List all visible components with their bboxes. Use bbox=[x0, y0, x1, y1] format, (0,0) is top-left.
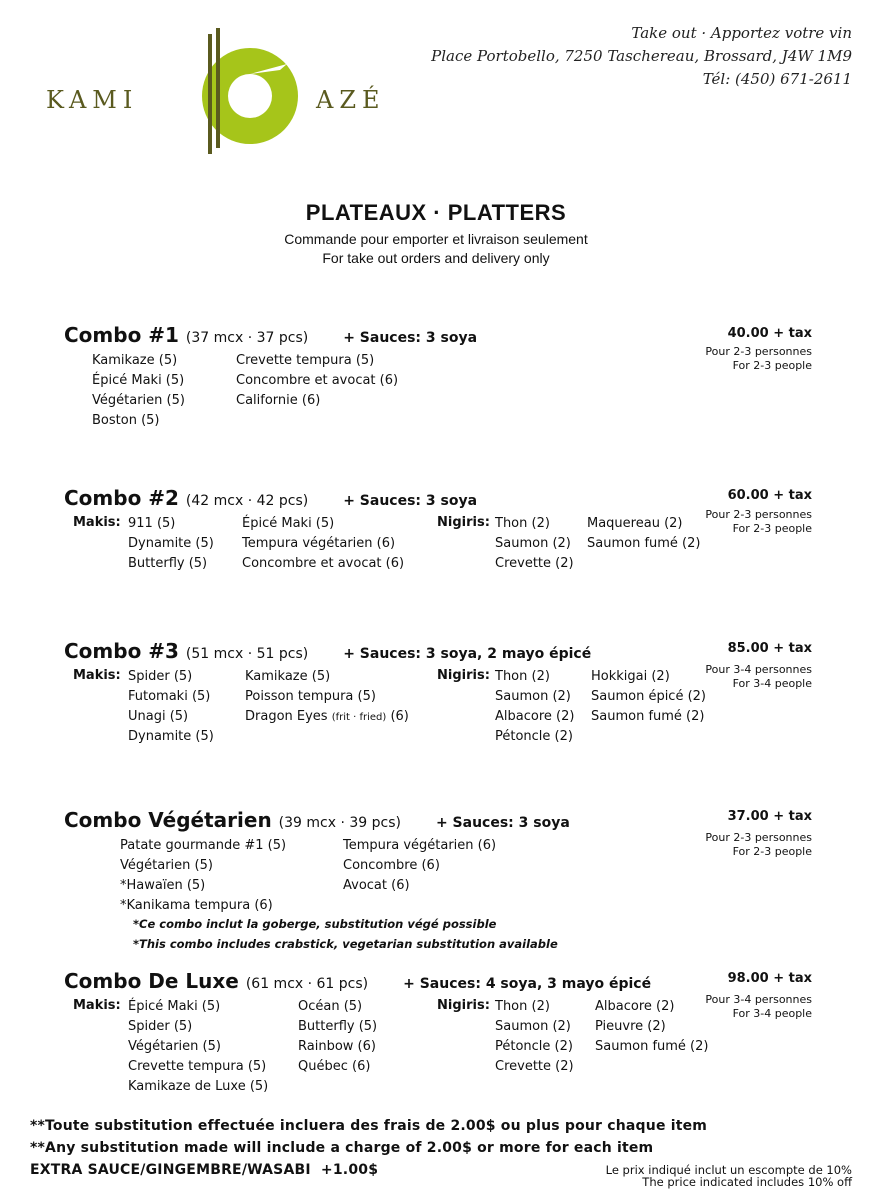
list-item: Pieuvre (2) bbox=[595, 1019, 666, 1034]
sauce-value: 4 soya, 3 mayo épicé bbox=[485, 976, 652, 992]
list-item: Butterfly (5) bbox=[128, 556, 208, 571]
list-item: Crevette (2) bbox=[495, 1059, 574, 1074]
combo-2-people bbox=[705, 508, 812, 536]
list-item: Végétarien (5) bbox=[120, 858, 213, 873]
list-item: Butterfly (5) bbox=[298, 1019, 378, 1034]
discount-note-fr: Le prix indiqué inclut un escompte de 10% bbox=[605, 1163, 852, 1177]
combo-deluxe-title bbox=[64, 969, 651, 993]
list-item: Crevette tempura (5) bbox=[236, 353, 375, 368]
list-item: Saumon fumé (2) bbox=[587, 536, 701, 551]
list-item: Océan (5) bbox=[298, 999, 363, 1014]
list-item: Épicé Maki (5) bbox=[242, 516, 335, 531]
list-item: *Hawaïen (5) bbox=[120, 878, 206, 893]
combo-3-price: 85.00 + tax bbox=[727, 641, 812, 656]
contact-info bbox=[431, 22, 852, 91]
people-en: For 2-3 people bbox=[732, 522, 812, 535]
list-item: Crevette tempura (5) bbox=[128, 1059, 267, 1074]
combo-2-makis-col1 bbox=[128, 514, 214, 574]
list-item: Épicé Maki (5) bbox=[128, 999, 221, 1014]
people-en: For 3-4 people bbox=[732, 677, 812, 690]
list-item: Hokkigai (2) bbox=[591, 669, 670, 684]
list-item: Saumon fumé (2) bbox=[595, 1039, 709, 1054]
discount-note-en: The price indicated includes 10% off bbox=[642, 1175, 852, 1189]
combo-3-people bbox=[705, 663, 812, 691]
logo-word-left: KAMI bbox=[46, 86, 139, 114]
combo-2-price: 60.00 + tax bbox=[727, 488, 812, 503]
page-title-block bbox=[0, 200, 872, 268]
combo-name: Combo #3 bbox=[64, 639, 179, 663]
nigiris-label: Nigiris: bbox=[437, 515, 490, 530]
combo-vegetarien-note-fr: *Ce combo inclut la goberge, substitution végé possible bbox=[133, 917, 497, 931]
combo-name: Combo #2 bbox=[64, 486, 179, 510]
list-item: Concombre et avocat (6) bbox=[242, 556, 405, 571]
combo-2-title bbox=[64, 486, 477, 510]
logo-circle-icon bbox=[192, 26, 302, 158]
list-item: Tempura végétarien (6) bbox=[343, 838, 497, 853]
list-item: Végétarien (5) bbox=[128, 1039, 221, 1054]
list-item: Pétoncle (2) bbox=[495, 729, 573, 744]
list-item: Kamikaze de Luxe (5) bbox=[128, 1079, 269, 1094]
combo-1-col2 bbox=[236, 351, 398, 411]
list-item: Saumon épicé (2) bbox=[591, 689, 707, 704]
combo-3-nigiris-col2 bbox=[591, 667, 706, 727]
page-subtitle-fr: Commande pour emporter et livraison seulement bbox=[284, 231, 588, 247]
list-item: Albacore (2) bbox=[595, 999, 675, 1014]
list-item: Futomaki (5) bbox=[128, 689, 211, 704]
list-item: Saumon fumé (2) bbox=[591, 709, 705, 724]
page-subtitle-en: For take out orders and delivery only bbox=[322, 250, 550, 266]
combo-deluxe-price: 98.00 + tax bbox=[727, 971, 812, 986]
combo-count: (42 mcx · 42 pcs) bbox=[185, 493, 309, 509]
sauce-label: + Sauces: bbox=[343, 493, 422, 509]
list-item: Saumon (2) bbox=[495, 1019, 571, 1034]
list-item: Concombre et avocat (6) bbox=[236, 373, 399, 388]
combo-vegetarien-people bbox=[705, 831, 812, 859]
list-item: Pétoncle (2) bbox=[495, 1039, 573, 1054]
people-en: For 2-3 people bbox=[732, 359, 812, 372]
people-fr: Pour 2-3 personnes bbox=[705, 345, 812, 358]
people-en: For 2-3 people bbox=[732, 845, 812, 858]
list-item: Avocat (6) bbox=[343, 878, 410, 893]
sauce-value: 3 soya bbox=[518, 815, 570, 831]
substitution-note-en: **Any substitution made will include a charge of 2.00$ or more for each item bbox=[30, 1140, 654, 1156]
combo-3-makis-col1 bbox=[128, 667, 214, 747]
contact-line-phone: Tél: (450) 671-2611 bbox=[702, 70, 852, 88]
list-item: Unagi (5) bbox=[128, 709, 189, 724]
combo-deluxe-makis-col1 bbox=[128, 997, 268, 1097]
list-item: Maquereau (2) bbox=[587, 516, 683, 531]
combo-name: Combo #1 bbox=[64, 323, 179, 347]
nigiris-label: Nigiris: bbox=[437, 668, 490, 683]
combo-vegetarien-note-en: *This combo includes crabstick, vegetarian substitution available bbox=[133, 937, 558, 951]
combo-3-makis-col2 bbox=[245, 667, 409, 728]
list-item: *Kanikama tempura (6) bbox=[120, 898, 273, 913]
sauce-label: + Sauces: bbox=[403, 976, 481, 992]
sauce-value: 3 soya bbox=[425, 493, 478, 509]
list-item: Crevette (2) bbox=[495, 556, 574, 571]
combo-deluxe-nigiris-col2 bbox=[595, 997, 708, 1057]
list-item: Californie (6) bbox=[236, 393, 321, 408]
people-en: For 3-4 people bbox=[732, 1007, 812, 1020]
nigiris-label: Nigiris: bbox=[437, 998, 490, 1013]
page-title: PLATEAUX · PLATTERS bbox=[305, 200, 567, 225]
combo-deluxe-nigiris-col1 bbox=[495, 997, 574, 1077]
combo-count: (39 mcx · 39 pcs) bbox=[278, 815, 401, 831]
combo-deluxe-people bbox=[705, 993, 812, 1021]
list-item: Tempura végétarien (6) bbox=[242, 536, 396, 551]
list-item: Thon (2) bbox=[495, 669, 550, 684]
list-item: Spider (5) bbox=[128, 1019, 193, 1034]
people-fr: Pour 3-4 personnes bbox=[705, 993, 812, 1006]
combo-name: Combo Végétarien bbox=[64, 808, 272, 832]
combo-vegetarien-price: 37.00 + tax bbox=[727, 809, 812, 824]
extra-charge-note: EXTRA SAUCE/GINGEMBRE/WASABI +1.00$ bbox=[30, 1162, 379, 1178]
list-item: Dynamite (5) bbox=[128, 729, 214, 744]
combo-2-makis-col2 bbox=[242, 514, 404, 574]
list-item: Saumon (2) bbox=[495, 536, 571, 551]
combo-count: (61 mcx · 61 pcs) bbox=[245, 976, 369, 992]
substitution-note-fr: **Toute substitution effectuée incluera des frais de 2.00$ ou plus pour chaque item bbox=[30, 1118, 708, 1134]
list-item: Québec (6) bbox=[298, 1059, 371, 1074]
makis-label: Makis: bbox=[73, 998, 121, 1013]
sauce-value: 3 soya, 2 mayo épicé bbox=[425, 646, 592, 662]
sauce-label: + Sauces: bbox=[343, 330, 422, 346]
list-item: Thon (2) bbox=[495, 999, 550, 1014]
makis-label: Makis: bbox=[73, 668, 121, 683]
list-item: Épicé Maki (5) bbox=[92, 373, 185, 388]
list-item: Boston (5) bbox=[92, 413, 160, 428]
makis-label: Makis: bbox=[73, 515, 121, 530]
sauce-label: + Sauces: bbox=[343, 646, 422, 662]
people-fr: Pour 2-3 personnes bbox=[705, 508, 812, 521]
item-note: (frit · fried) bbox=[331, 712, 387, 723]
combo-deluxe-makis-col2 bbox=[298, 997, 377, 1077]
people-fr: Pour 3-4 personnes bbox=[705, 663, 812, 676]
list-item: Rainbow (6) bbox=[298, 1039, 376, 1054]
logo bbox=[44, 26, 414, 161]
combo-1-price: 40.00 + tax bbox=[727, 326, 812, 341]
list-item: Poisson tempura (5) bbox=[245, 689, 376, 704]
sauce-label: + Sauces: bbox=[435, 815, 514, 831]
item-count: (6) bbox=[390, 709, 409, 724]
combo-name: Combo De Luxe bbox=[64, 969, 239, 993]
logo-word-right: AZÉ bbox=[316, 86, 386, 114]
list-item: Dynamite (5) bbox=[128, 536, 214, 551]
discount-note bbox=[606, 1164, 852, 1188]
combo-3-nigiris-col1 bbox=[495, 667, 574, 747]
contact-line-address: Place Portobello, 7250 Taschereau, Brossard, J4W 1M9 bbox=[431, 47, 852, 65]
combo-1-people bbox=[705, 345, 812, 373]
combo-vegetarien-col1 bbox=[120, 836, 286, 916]
combo-1-col1 bbox=[92, 351, 185, 431]
list-item: Kamikaze (5) bbox=[245, 669, 331, 684]
sauce-value: 3 soya bbox=[425, 330, 478, 346]
list-item: Concombre (6) bbox=[343, 858, 440, 873]
list-item: Saumon (2) bbox=[495, 689, 571, 704]
combo-2-nigiris-col1 bbox=[495, 514, 574, 574]
list-item: Albacore (2) bbox=[495, 709, 575, 724]
list-item: Thon (2) bbox=[495, 516, 550, 531]
list-item: Végétarien (5) bbox=[92, 393, 185, 408]
combo-3-title bbox=[64, 639, 591, 663]
list-item: Patate gourmande #1 (5) bbox=[120, 838, 287, 853]
combo-vegetarien-col2 bbox=[343, 836, 496, 896]
combo-count: (51 mcx · 51 pcs) bbox=[185, 646, 309, 662]
list-item-dragon-eyes bbox=[245, 707, 409, 728]
list-item: 911 (5) bbox=[128, 516, 176, 531]
list-item: Spider (5) bbox=[128, 669, 193, 684]
combo-vegetarien-title bbox=[64, 808, 570, 832]
item-name: Dragon Eyes bbox=[245, 709, 328, 724]
combo-1-title bbox=[64, 323, 477, 347]
combo-count: (37 mcx · 37 pcs) bbox=[185, 330, 309, 346]
list-item: Kamikaze (5) bbox=[92, 353, 178, 368]
people-fr: Pour 2-3 personnes bbox=[705, 831, 812, 844]
combo-2-nigiris-col2 bbox=[587, 514, 700, 554]
contact-line-takeout: Take out · Apportez votre vin bbox=[631, 24, 852, 42]
